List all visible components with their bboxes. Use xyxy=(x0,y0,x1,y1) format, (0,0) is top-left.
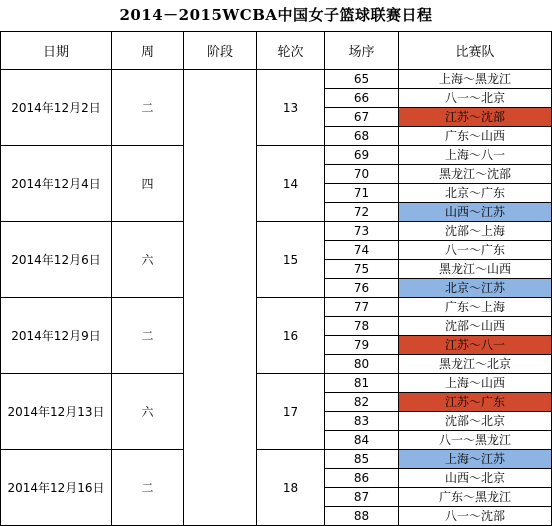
game-number-cell[interactable]: 78 xyxy=(325,317,399,336)
matchup-cell[interactable]: 山西～江苏 xyxy=(399,203,552,222)
weekday-cell[interactable]: 二 xyxy=(112,70,184,146)
game-number-cell[interactable]: 70 xyxy=(325,165,399,184)
game-number-cell[interactable]: 82 xyxy=(325,393,399,412)
game-number-cell[interactable]: 67 xyxy=(325,108,399,127)
game-number-cell[interactable]: 86 xyxy=(325,469,399,488)
game-number-cell[interactable]: 81 xyxy=(325,374,399,393)
game-number-cell[interactable]: 65 xyxy=(325,70,399,89)
game-number-cell[interactable]: 84 xyxy=(325,431,399,450)
header-stage[interactable]: 阶段 xyxy=(184,32,257,70)
matchup-cell[interactable]: 八一～沈部 xyxy=(399,507,552,526)
matchup-cell[interactable]: 八一～黑龙江 xyxy=(399,431,552,450)
matchup-cell[interactable]: 江苏～广东 xyxy=(399,393,552,412)
table-row xyxy=(1,146,552,165)
round-cell[interactable]: 17 xyxy=(257,374,325,450)
schedule-body xyxy=(1,70,552,526)
matchup-cell[interactable]: 沈部～北京 xyxy=(399,412,552,431)
date-cell[interactable]: 2014年12月13日 xyxy=(1,374,112,450)
matchup-cell[interactable]: 沈部～上海 xyxy=(399,222,552,241)
date-cell[interactable]: 2014年12月6日 xyxy=(1,222,112,298)
table-row xyxy=(1,70,552,89)
schedule-table xyxy=(0,31,552,526)
game-number-cell[interactable]: 83 xyxy=(325,412,399,431)
matchup-cell[interactable]: 黑龙江～山西 xyxy=(399,260,552,279)
game-number-cell[interactable]: 80 xyxy=(325,355,399,374)
game-number-cell[interactable]: 75 xyxy=(325,260,399,279)
matchup-cell[interactable]: 八一～北京 xyxy=(399,89,552,108)
game-number-cell[interactable]: 77 xyxy=(325,298,399,317)
matchup-cell[interactable]: 广东～山西 xyxy=(399,127,552,146)
game-number-cell[interactable]: 68 xyxy=(325,127,399,146)
matchup-cell[interactable]: 上海～黑龙江 xyxy=(399,70,552,89)
game-number-cell[interactable]: 72 xyxy=(325,203,399,222)
weekday-cell[interactable]: 二 xyxy=(112,450,184,526)
weekday-cell[interactable]: 六 xyxy=(112,374,184,450)
game-number-cell[interactable]: 76 xyxy=(325,279,399,298)
game-number-cell[interactable]: 88 xyxy=(325,507,399,526)
matchup-cell[interactable]: 江苏～沈部 xyxy=(399,108,552,127)
matchup-cell[interactable]: 黑龙江～沈部 xyxy=(399,165,552,184)
header-teams[interactable]: 比赛队 xyxy=(399,32,552,70)
round-cell[interactable]: 13 xyxy=(257,70,325,146)
table-row xyxy=(1,298,552,317)
game-number-cell[interactable]: 87 xyxy=(325,488,399,507)
matchup-cell[interactable]: 上海～江苏 xyxy=(399,450,552,469)
matchup-cell[interactable]: 上海～山西 xyxy=(399,374,552,393)
game-number-cell[interactable]: 85 xyxy=(325,450,399,469)
round-cell[interactable]: 16 xyxy=(257,298,325,374)
date-cell[interactable]: 2014年12月2日 xyxy=(1,70,112,146)
round-cell[interactable]: 15 xyxy=(257,222,325,298)
schedule-title: 2014－2015WCBA中国女子篮球联赛日程 xyxy=(119,6,433,24)
weekday-cell[interactable]: 六 xyxy=(112,222,184,298)
matchup-cell[interactable]: 上海～八一 xyxy=(399,146,552,165)
matchup-cell[interactable]: 沈部～山西 xyxy=(399,317,552,336)
game-number-cell[interactable]: 74 xyxy=(325,241,399,260)
header-field[interactable]: 场序 xyxy=(325,32,399,70)
date-cell[interactable]: 2014年12月4日 xyxy=(1,146,112,222)
weekday-cell[interactable]: 二 xyxy=(112,298,184,374)
game-number-cell[interactable]: 79 xyxy=(325,336,399,355)
matchup-cell[interactable]: 北京～广东 xyxy=(399,184,552,203)
date-cell[interactable]: 2014年12月9日 xyxy=(1,298,112,374)
matchup-cell[interactable]: 江苏～八一 xyxy=(399,336,552,355)
game-number-cell[interactable]: 69 xyxy=(325,146,399,165)
round-cell[interactable]: 18 xyxy=(257,450,325,526)
table-row xyxy=(1,374,552,393)
round-cell[interactable]: 14 xyxy=(257,146,325,222)
game-number-cell[interactable]: 71 xyxy=(325,184,399,203)
matchup-cell[interactable]: 山西～北京 xyxy=(399,469,552,488)
matchup-cell[interactable]: 北京～江苏 xyxy=(399,279,552,298)
date-cell[interactable]: 2014年12月16日 xyxy=(1,450,112,526)
header-row xyxy=(1,32,552,70)
table-row xyxy=(1,222,552,241)
matchup-cell[interactable]: 八一～广东 xyxy=(399,241,552,260)
game-number-cell[interactable]: 66 xyxy=(325,89,399,108)
header-week[interactable]: 周 xyxy=(112,32,184,70)
header-date[interactable]: 日期 xyxy=(1,32,112,70)
matchup-cell[interactable]: 广东～上海 xyxy=(399,298,552,317)
matchup-cell[interactable]: 黑龙江～北京 xyxy=(399,355,552,374)
stage-cell[interactable] xyxy=(184,70,257,526)
header-round[interactable]: 轮次 xyxy=(257,32,325,70)
table-row xyxy=(1,450,552,469)
matchup-cell[interactable]: 广东～黑龙江 xyxy=(399,488,552,507)
game-number-cell[interactable]: 73 xyxy=(325,222,399,241)
weekday-cell[interactable]: 四 xyxy=(112,146,184,222)
